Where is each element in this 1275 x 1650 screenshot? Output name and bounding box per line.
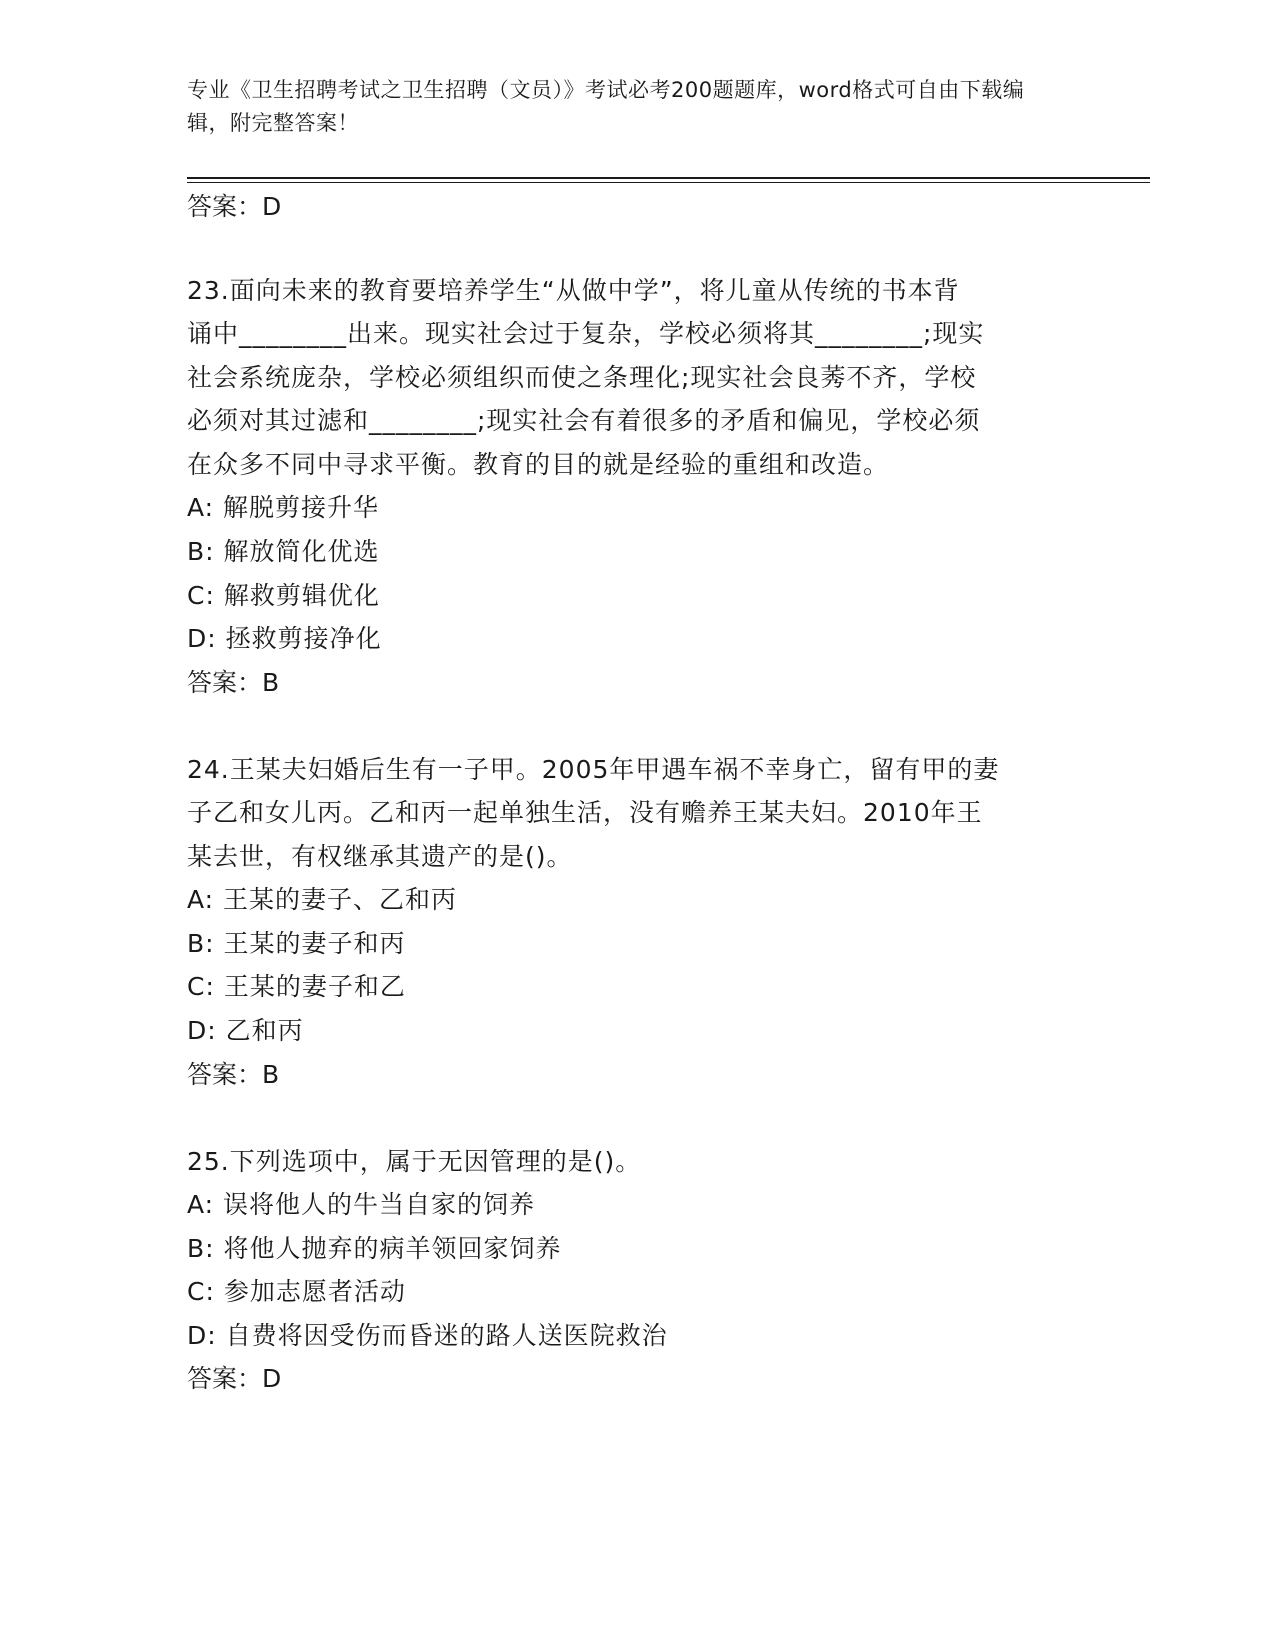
- q24-stem-line-1: 24.王某夫妇婚后生有一子甲。2005年甲遇车祸不幸身亡，留有甲的妻: [187, 755, 1000, 784]
- q23-stem-line-4: 必须对其过滤和________;现实社会有着很多的矛盾和偏见，学校必须: [187, 406, 981, 435]
- q24-stem-line-2: 子乙和女儿丙。乙和丙一起单独生活，没有赡养王某夫妇。2010年王: [187, 798, 983, 827]
- q25-option-b: B: 将他人抛弃的病羊领回家饲养: [187, 1234, 562, 1263]
- q25-option-d: D: 自费将因受伤而昏迷的路人送医院救治: [187, 1321, 668, 1350]
- q25-option-c: C: 参加志愿者活动: [187, 1277, 406, 1306]
- q25-answer: 答案：D: [187, 1364, 282, 1393]
- header-rule-thick: [187, 177, 1150, 179]
- q23-option-a: A: 解脱剪接升华: [187, 493, 380, 522]
- q24-stem-line-3: 某去世，有权继承其遗产的是()。: [187, 842, 573, 871]
- q23-answer: 答案：B: [187, 668, 280, 697]
- answer-prev: 答案：D: [187, 192, 282, 221]
- q25-option-a: A: 误将他人的牛当自家的饲养: [187, 1190, 536, 1219]
- q23-stem-line-1: 23.面向未来的教育要培养学生“从做中学”，将儿童从传统的书本背: [187, 276, 960, 305]
- q23-stem-line-3: 社会系统庞杂，学校必须组织而使之条理化;现实社会良莠不齐，学校: [187, 363, 977, 392]
- q25-stem-line-1: 25.下列选项中，属于无因管理的是()。: [187, 1147, 642, 1176]
- q24-answer: 答案：B: [187, 1060, 280, 1089]
- header-rule-thin: [187, 182, 1150, 183]
- q23-option-b: B: 解放简化优选: [187, 537, 380, 566]
- page-header: 专业《卫生招聘考试之卫生招聘（文员）》考试必考200题题库，word格式可自由下载编辑，附完整答案！: [187, 78, 1025, 135]
- q24-option-b: B: 王某的妻子和丙: [187, 929, 406, 958]
- q23-stem-line-5: 在众多不同中寻求平衡。教育的目的就是经验的重组和改造。: [187, 450, 890, 479]
- q23-stem-line-2: 诵中________出来。现实社会过于复杂，学校必须将其________;现实: [187, 319, 985, 348]
- q23-option-c: C: 解救剪辑优化: [187, 581, 380, 610]
- q24-option-d: D: 乙和丙: [187, 1016, 304, 1045]
- q23-option-d: D: 拯救剪接净化: [187, 624, 382, 653]
- q24-option-a: A: 王某的妻子、乙和丙: [187, 885, 458, 914]
- q24-option-c: C: 王某的妻子和乙: [187, 972, 406, 1001]
